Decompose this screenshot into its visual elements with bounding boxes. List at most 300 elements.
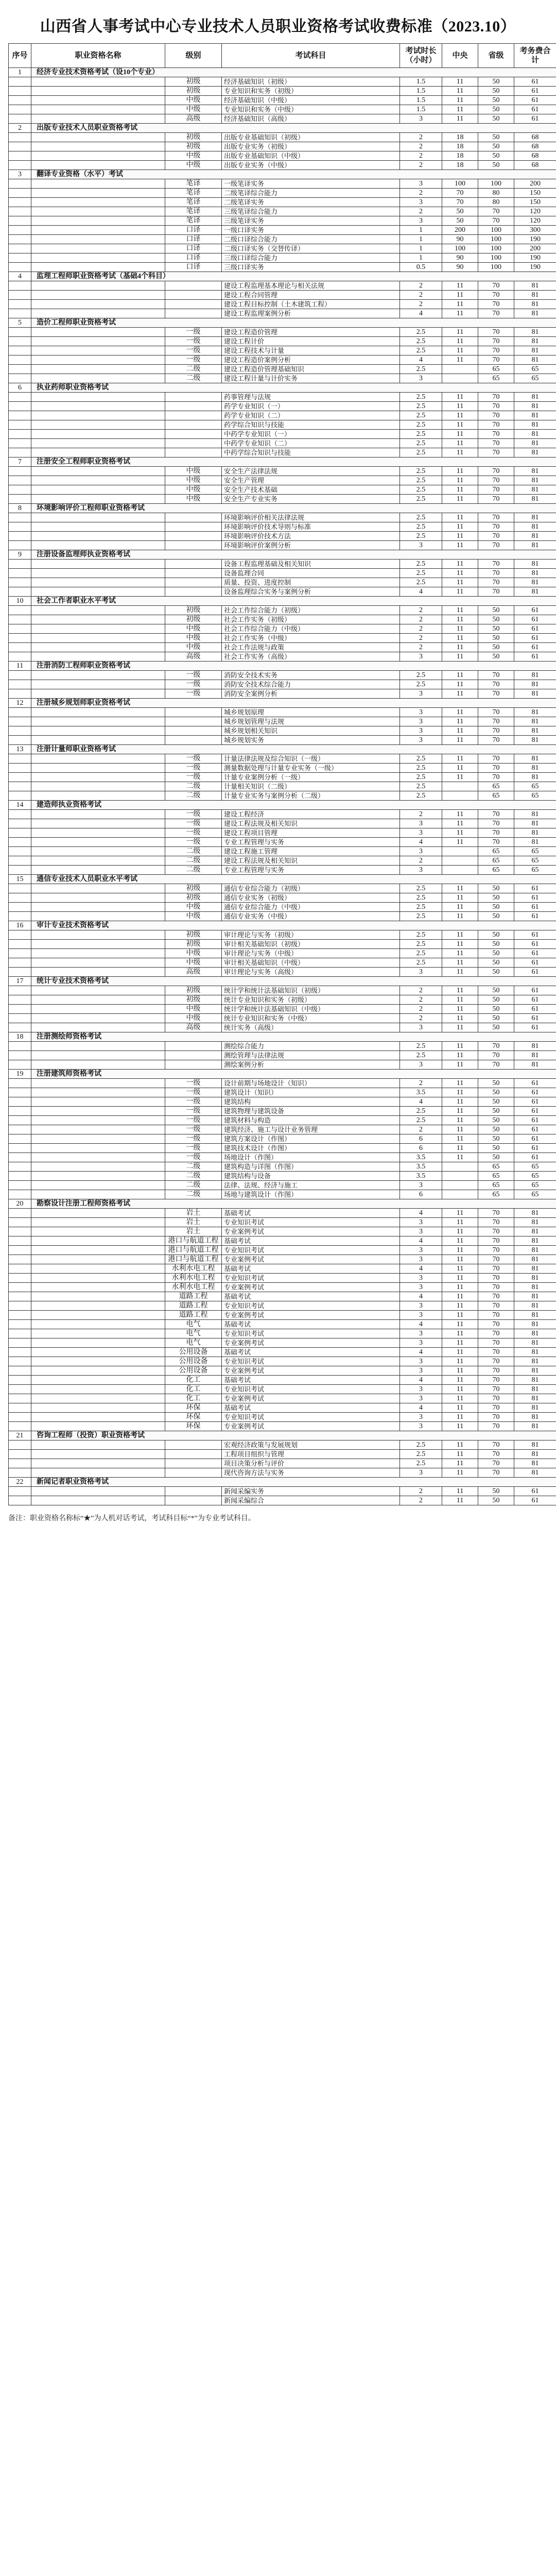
row-total-fee: 61 [514,1116,556,1125]
row-subject: 经济基础知识（高级） [222,114,400,124]
table-row [9,1329,556,1338]
row-subject: 专业案例考试 [222,1338,400,1348]
section-number: 18 [9,1032,31,1042]
row-province-fee: 70 [478,1292,514,1301]
row-central-fee: 11 [442,476,478,485]
row-subject: 专业案例考试 [222,1227,400,1236]
row-total-fee: 300 [514,226,556,235]
row-hours: 2 [400,207,442,216]
row-province-fee: 50 [478,995,514,1005]
row-qualification [31,726,165,736]
row-province-fee: 70 [478,1357,514,1366]
section-title: 注册建筑师资格考试 [31,1070,556,1079]
section-row [9,1199,556,1209]
section-row [9,662,556,671]
row-qualification [31,838,165,847]
row-province-fee: 70 [478,402,514,411]
table-row [9,448,556,457]
row-total-fee: 200 [514,244,556,253]
section-title: 注册计量师职业资格考试 [31,745,556,754]
row-total-fee: 81 [514,764,556,773]
row-level [165,708,222,717]
row-hours: 2.5 [400,958,442,968]
table-row [9,476,556,485]
section-title: 监理工程师职业资格考试（基础4个科目） [31,272,556,281]
row-level: 电气 [165,1338,222,1348]
row-number [9,884,31,893]
row-level [165,393,222,402]
row-subject: 建设工程施工管理 [222,847,400,856]
row-total-fee: 65 [514,365,556,374]
section-number: 7 [9,457,31,467]
row-qualification [31,216,165,226]
row-province-fee: 70 [478,1450,514,1459]
row-number [9,1329,31,1338]
row-hours: 3 [400,847,442,856]
row-level: 口译 [165,235,222,244]
row-hours: 3 [400,717,442,726]
row-total-fee: 65 [514,1181,556,1190]
row-subject: 建设工程目标控制（土木建筑工程） [222,300,400,309]
row-qualification [31,1051,165,1060]
row-total-fee: 81 [514,569,556,578]
row-number [9,355,31,365]
table-row [9,1301,556,1311]
row-hours: 2.5 [400,884,442,893]
row-province-fee: 50 [478,1116,514,1125]
row-qualification [31,884,165,893]
table-row [9,866,556,875]
row-subject: 基础考试 [222,1209,400,1218]
row-total-fee: 81 [514,1413,556,1422]
col-hours-header: 考试时长（小时） [400,44,442,68]
row-number [9,1172,31,1181]
row-qualification [31,281,165,291]
row-level: 二级 [165,365,222,374]
row-total-fee: 81 [514,726,556,736]
row-number [9,151,31,161]
row-hours: 2.5 [400,532,442,541]
row-qualification [31,1014,165,1023]
document-title: 山西省人事考试中心专业技术人员职业资格考试收费标准（2023.10） [40,18,516,35]
row-level: 道路工程 [165,1311,222,1320]
row-central-fee: 11 [442,430,478,439]
row-province-fee: 50 [478,643,514,652]
row-subject: 基础考试 [222,1348,400,1357]
row-total-fee: 61 [514,643,556,652]
row-total-fee: 61 [514,1487,556,1496]
row-number [9,1403,31,1413]
row-total-fee: 81 [514,1264,556,1274]
row-hours: 3 [400,1357,442,1366]
row-hours: 2.5 [400,485,442,495]
row-central-fee: 100 [442,179,478,189]
row-subject: 审计相关基础知识（中级） [222,958,400,968]
row-hours: 2 [400,300,442,309]
table-row [9,1227,556,1236]
row-number [9,1079,31,1088]
row-hours: 3.5 [400,1162,442,1172]
row-qualification [31,1134,165,1144]
row-level: 初级 [165,986,222,995]
table-row [9,838,556,847]
row-qualification [31,1329,165,1338]
table-row [9,884,556,893]
row-total-fee: 81 [514,1403,556,1413]
row-level: 化工 [165,1385,222,1394]
row-level: 笔译 [165,198,222,207]
row-number [9,578,31,587]
table-row [9,624,556,634]
row-province-fee: 70 [478,522,514,532]
row-level: 笔译 [165,179,222,189]
row-hours: 2.5 [400,754,442,764]
row-subject: 计量专业实务与案例分析（二级） [222,791,400,801]
row-total-fee: 61 [514,1014,556,1023]
row-number [9,393,31,402]
row-number [9,1422,31,1431]
row-central-fee: 11 [442,77,478,87]
row-number [9,365,31,374]
row-qualification [31,133,165,142]
row-level: 一级 [165,671,222,680]
table-row [9,819,556,828]
row-central-fee: 11 [442,1376,478,1385]
table-row [9,912,556,921]
row-province-fee: 80 [478,189,514,198]
row-subject: 新闻采编实务 [222,1487,400,1496]
row-hours: 1 [400,244,442,253]
row-province-fee: 65 [478,847,514,856]
row-province-fee: 70 [478,1255,514,1264]
row-subject: 专业知识考试 [222,1385,400,1394]
row-level [165,1440,222,1450]
row-central-fee: 11 [442,1134,478,1144]
row-qualification [31,680,165,689]
row-number [9,1134,31,1144]
row-qualification [31,606,165,615]
row-number [9,1088,31,1097]
row-central-fee: 11 [442,930,478,940]
row-central-fee: 11 [442,87,478,96]
row-qualification [31,828,165,838]
row-subject: 安全生产法律法规 [222,467,400,476]
row-qualification [31,142,165,151]
row-level [165,291,222,300]
section-title: 造价工程师职业资格考试 [31,318,556,328]
row-subject: 城乡规划实务 [222,736,400,745]
row-central-fee [442,1162,478,1172]
row-total-fee: 81 [514,1440,556,1450]
row-total-fee: 120 [514,207,556,216]
row-province-fee: 70 [478,1227,514,1236]
row-total-fee: 68 [514,133,556,142]
row-hours: 2 [400,606,442,615]
row-province-fee: 50 [478,1079,514,1088]
row-hours: 2 [400,615,442,624]
row-level [165,1468,222,1478]
row-province-fee: 70 [478,1329,514,1338]
row-number [9,1496,31,1505]
row-number [9,346,31,355]
row-hours: 4 [400,1348,442,1357]
row-level: 二级 [165,1190,222,1199]
row-number [9,689,31,699]
row-central-fee: 11 [442,949,478,958]
row-central-fee: 200 [442,226,478,235]
row-total-fee: 81 [514,1468,556,1478]
row-total-fee: 81 [514,1311,556,1320]
table-row [9,1005,556,1014]
section-title: 勘察设计注册工程师资格考试 [31,1199,556,1209]
row-province-fee: 70 [478,1060,514,1070]
row-level: 环保 [165,1422,222,1431]
section-row [9,1431,556,1440]
row-level: 一级 [165,689,222,699]
row-province-fee: 50 [478,1487,514,1496]
table-row [9,235,556,244]
row-qualification [31,1440,165,1450]
table-row [9,189,556,198]
row-qualification [31,87,165,96]
row-level: 公用设备 [165,1357,222,1366]
row-number [9,1283,31,1292]
row-central-fee: 11 [442,652,478,662]
row-level: 岩土 [165,1227,222,1236]
table-row [9,393,556,402]
row-total-fee: 81 [514,1301,556,1311]
row-total-fee: 81 [514,1394,556,1403]
row-qualification [31,1366,165,1376]
row-total-fee: 61 [514,949,556,958]
section-title: 环境影响评价工程师职业资格考试 [31,504,556,513]
row-central-fee: 11 [442,940,478,949]
table-row [9,958,556,968]
table-row [9,1311,556,1320]
row-level [165,1459,222,1468]
row-level: 环保 [165,1413,222,1422]
row-qualification [31,1227,165,1236]
row-qualification [31,1487,165,1496]
row-central-fee: 11 [442,1144,478,1153]
row-province-fee: 50 [478,1125,514,1134]
row-total-fee: 81 [514,281,556,291]
row-subject: 测绘管理与法律法规 [222,1051,400,1060]
table-row [9,105,556,114]
table-row [9,161,556,170]
row-province-fee: 70 [478,1394,514,1403]
row-province-fee: 70 [478,1264,514,1274]
row-number [9,235,31,244]
row-hours: 4 [400,1264,442,1274]
row-number [9,1162,31,1172]
table-head-row [9,44,556,68]
row-subject: 出版专业基础知识（中级） [222,151,400,161]
row-central-fee: 11 [442,708,478,717]
row-qualification [31,764,165,773]
row-province-fee: 70 [478,420,514,430]
row-level: 一级 [165,1088,222,1097]
row-hours: 2.5 [400,930,442,940]
row-qualification [31,940,165,949]
row-hours: 2 [400,624,442,634]
row-total-fee: 61 [514,606,556,615]
row-total-fee: 81 [514,1042,556,1051]
row-central-fee: 11 [442,1348,478,1357]
row-hours: 3 [400,198,442,207]
row-province-fee: 50 [478,1144,514,1153]
row-subject: 计量法律法规及综合知识（一级） [222,754,400,764]
row-province-fee: 65 [478,374,514,383]
table-row [9,893,556,903]
row-central-fee: 11 [442,1357,478,1366]
row-level: 一级 [165,355,222,365]
row-subject: 通信专业综合能力（中级） [222,903,400,912]
row-hours: 2.5 [400,1116,442,1125]
row-level [165,1042,222,1051]
row-qualification [31,1172,165,1181]
row-number [9,1450,31,1459]
row-subject: 统计学和统计法基础知识（中级） [222,1005,400,1014]
row-hours: 2 [400,1079,442,1088]
table-row [9,1413,556,1422]
row-qualification [31,253,165,263]
table-row [9,485,556,495]
row-subject: 建筑材料与构造 [222,1116,400,1125]
row-number [9,930,31,940]
row-number [9,828,31,838]
row-number [9,764,31,773]
row-central-fee: 11 [442,689,478,699]
row-subject: 测绘综合能力 [222,1042,400,1051]
section-title: 注册安全工程师职业资格考试 [31,457,556,467]
row-level: 高级 [165,968,222,977]
row-province-fee: 70 [478,1236,514,1246]
row-number [9,986,31,995]
row-subject: 二级口译综合能力 [222,235,400,244]
row-subject: 建筑结构与设备 [222,1172,400,1181]
row-subject: 出版专业实务（中级） [222,161,400,170]
row-hours: 3 [400,726,442,736]
row-qualification [31,337,165,346]
row-subject: 场地设计（作图） [222,1153,400,1162]
table-row [9,940,556,949]
row-total-fee: 81 [514,485,556,495]
row-level: 一级 [165,810,222,819]
table-row [9,291,556,300]
row-subject: 计量相关知识（二级） [222,782,400,791]
row-total-fee: 65 [514,791,556,801]
row-subject: 基础考试 [222,1320,400,1329]
section-number: 4 [9,272,31,281]
row-central-fee: 11 [442,532,478,541]
section-number: 14 [9,801,31,810]
row-level: 二级 [165,866,222,875]
section-number: 8 [9,504,31,513]
table-row [9,1255,556,1264]
row-qualification [31,291,165,300]
row-hours: 2.5 [400,1450,442,1459]
table-row [9,309,556,318]
table-row [9,1320,556,1329]
row-hours: 2.5 [400,560,442,569]
table-row [9,374,556,383]
row-province-fee: 70 [478,476,514,485]
row-total-fee: 61 [514,105,556,114]
table-row [9,560,556,569]
row-total-fee: 61 [514,968,556,977]
row-subject: 建设工程法规及相关知识 [222,819,400,828]
row-subject: 专业工程管理与实务 [222,866,400,875]
row-level: 道路工程 [165,1292,222,1301]
row-level: 一级 [165,1134,222,1144]
row-central-fee: 11 [442,300,478,309]
row-qualification [31,1079,165,1088]
row-number [9,300,31,309]
row-province-fee: 70 [478,1209,514,1218]
row-total-fee: 81 [514,1376,556,1385]
row-province-fee: 70 [478,708,514,717]
row-level [165,1450,222,1459]
row-total-fee: 81 [514,346,556,355]
row-level: 一级 [165,754,222,764]
row-central-fee: 11 [442,96,478,105]
row-qualification [31,365,165,374]
row-level: 化工 [165,1376,222,1385]
row-total-fee: 81 [514,560,556,569]
row-central-fee: 11 [442,1116,478,1125]
row-total-fee: 81 [514,1236,556,1246]
row-province-fee: 70 [478,810,514,819]
table-row [9,782,556,791]
row-hours: 1.5 [400,105,442,114]
table-row [9,1162,556,1172]
row-hours: 2.5 [400,476,442,485]
row-province-fee: 70 [478,467,514,476]
row-qualification [31,198,165,207]
table-row [9,968,556,977]
row-central-fee: 11 [442,1236,478,1246]
row-province-fee: 65 [478,866,514,875]
row-level: 二级 [165,374,222,383]
row-number [9,912,31,921]
row-level [165,513,222,522]
row-level: 初级 [165,77,222,87]
table-row [9,764,556,773]
row-central-fee: 90 [442,263,478,272]
row-central-fee: 11 [442,810,478,819]
row-province-fee: 70 [478,541,514,550]
row-level: 环保 [165,1403,222,1413]
row-level: 二级 [165,1181,222,1190]
section-row [9,875,556,884]
row-hours: 3 [400,1181,442,1190]
row-subject: 三级口译实务 [222,263,400,272]
row-qualification [31,244,165,253]
table-row [9,569,556,578]
row-total-fee: 81 [514,541,556,550]
row-hours: 6 [400,1144,442,1153]
row-province-fee: 70 [478,838,514,847]
row-subject: 设备监理合同 [222,569,400,578]
row-province-fee: 65 [478,1162,514,1172]
row-level: 初级 [165,884,222,893]
table-row [9,1218,556,1227]
row-subject: 专业知识考试 [222,1357,400,1366]
row-central-fee: 11 [442,1097,478,1107]
table-row [9,513,556,522]
row-subject: 社会工作法规与政策 [222,643,400,652]
